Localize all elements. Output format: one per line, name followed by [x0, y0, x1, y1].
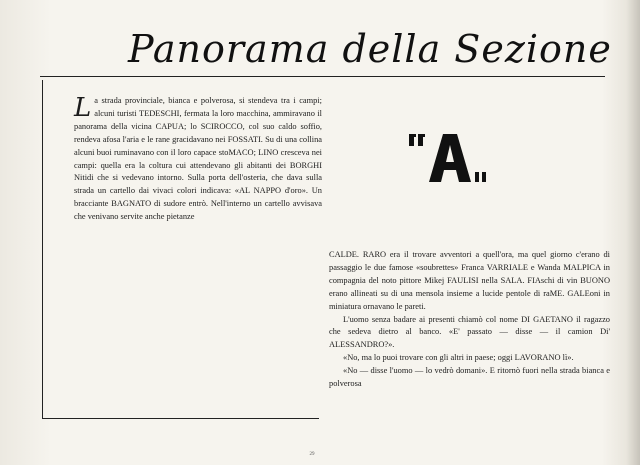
right-paragraph-2: L'uomo senza badare ai presenti chiamò col nome DI GAETANO il ragazzo che sedeva dietro al banco. «E' passato — disse — il camion Di' ALESSANDRO?».: [329, 314, 610, 350]
left-column: [74, 95, 322, 224]
title-rule: [40, 76, 605, 77]
left-paragraph-text: a strada provinciale, bianca e polverosa, si stendeva tra i campi; alcuni turisti TEDESCHI, fermata la loro macchina, ammiravano il panorama della vicina CAPUA; lo SCIROCCO, col suo caldo soffio, rendeva afosa l'aria e le rane gracidavano nei FOSSATI. Su di una collina alcuni buoi ruminavano con il loro capace stoMACO; LINO cresceva nei campi: quella era la coltura cui attendevano gli abitanti dei BORGHI Nitidi che si vedevano intorno. Sulla porta dell'osteria, che dava sulla strada un cartello dai vivaci colori indicava: «AL NAPPO d'oro». Un bracciante BAGNATO di sudore entrò. Nell'interno un cartello avvisava che venivano servite anche pietanze: [74, 96, 322, 222]
page-edge-shadow: [626, 0, 640, 465]
left-paragraph: [74, 95, 322, 224]
drop-cap: L: [74, 93, 92, 123]
close-quote-mark: [475, 172, 486, 182]
right-paragraph-4: «No — disse l'uomo — lo vedrò domani». E ritornò fuori nella strada bianca e polverosa: [329, 366, 610, 389]
section-logo: [405, 128, 495, 188]
right-paragraph-1: CALDE. RARO era il trovare avventori a quell'ora, ma quel giorno c'erano di passaggio le due famose «soubrettes» Franca VARRIALE e Wanda MALPICA in compagnia del noto pittore Mikej FAULISI nella SALA. FIAschi di vin BUONO erano allineati su di una mensola insieme a lucide pentole di raME. GALEoni in miniatura ornavano le pareti.: [329, 250, 610, 311]
open-quote-mark: [409, 134, 425, 146]
page-number: 29: [309, 452, 315, 457]
page-title: Panorama della Sezione: [128, 27, 612, 71]
right-column: [329, 249, 610, 391]
right-paragraph-3: «No, ma lo puoi trovare con gli altri in paese; oggi LAVORANO lì».: [343, 353, 574, 363]
